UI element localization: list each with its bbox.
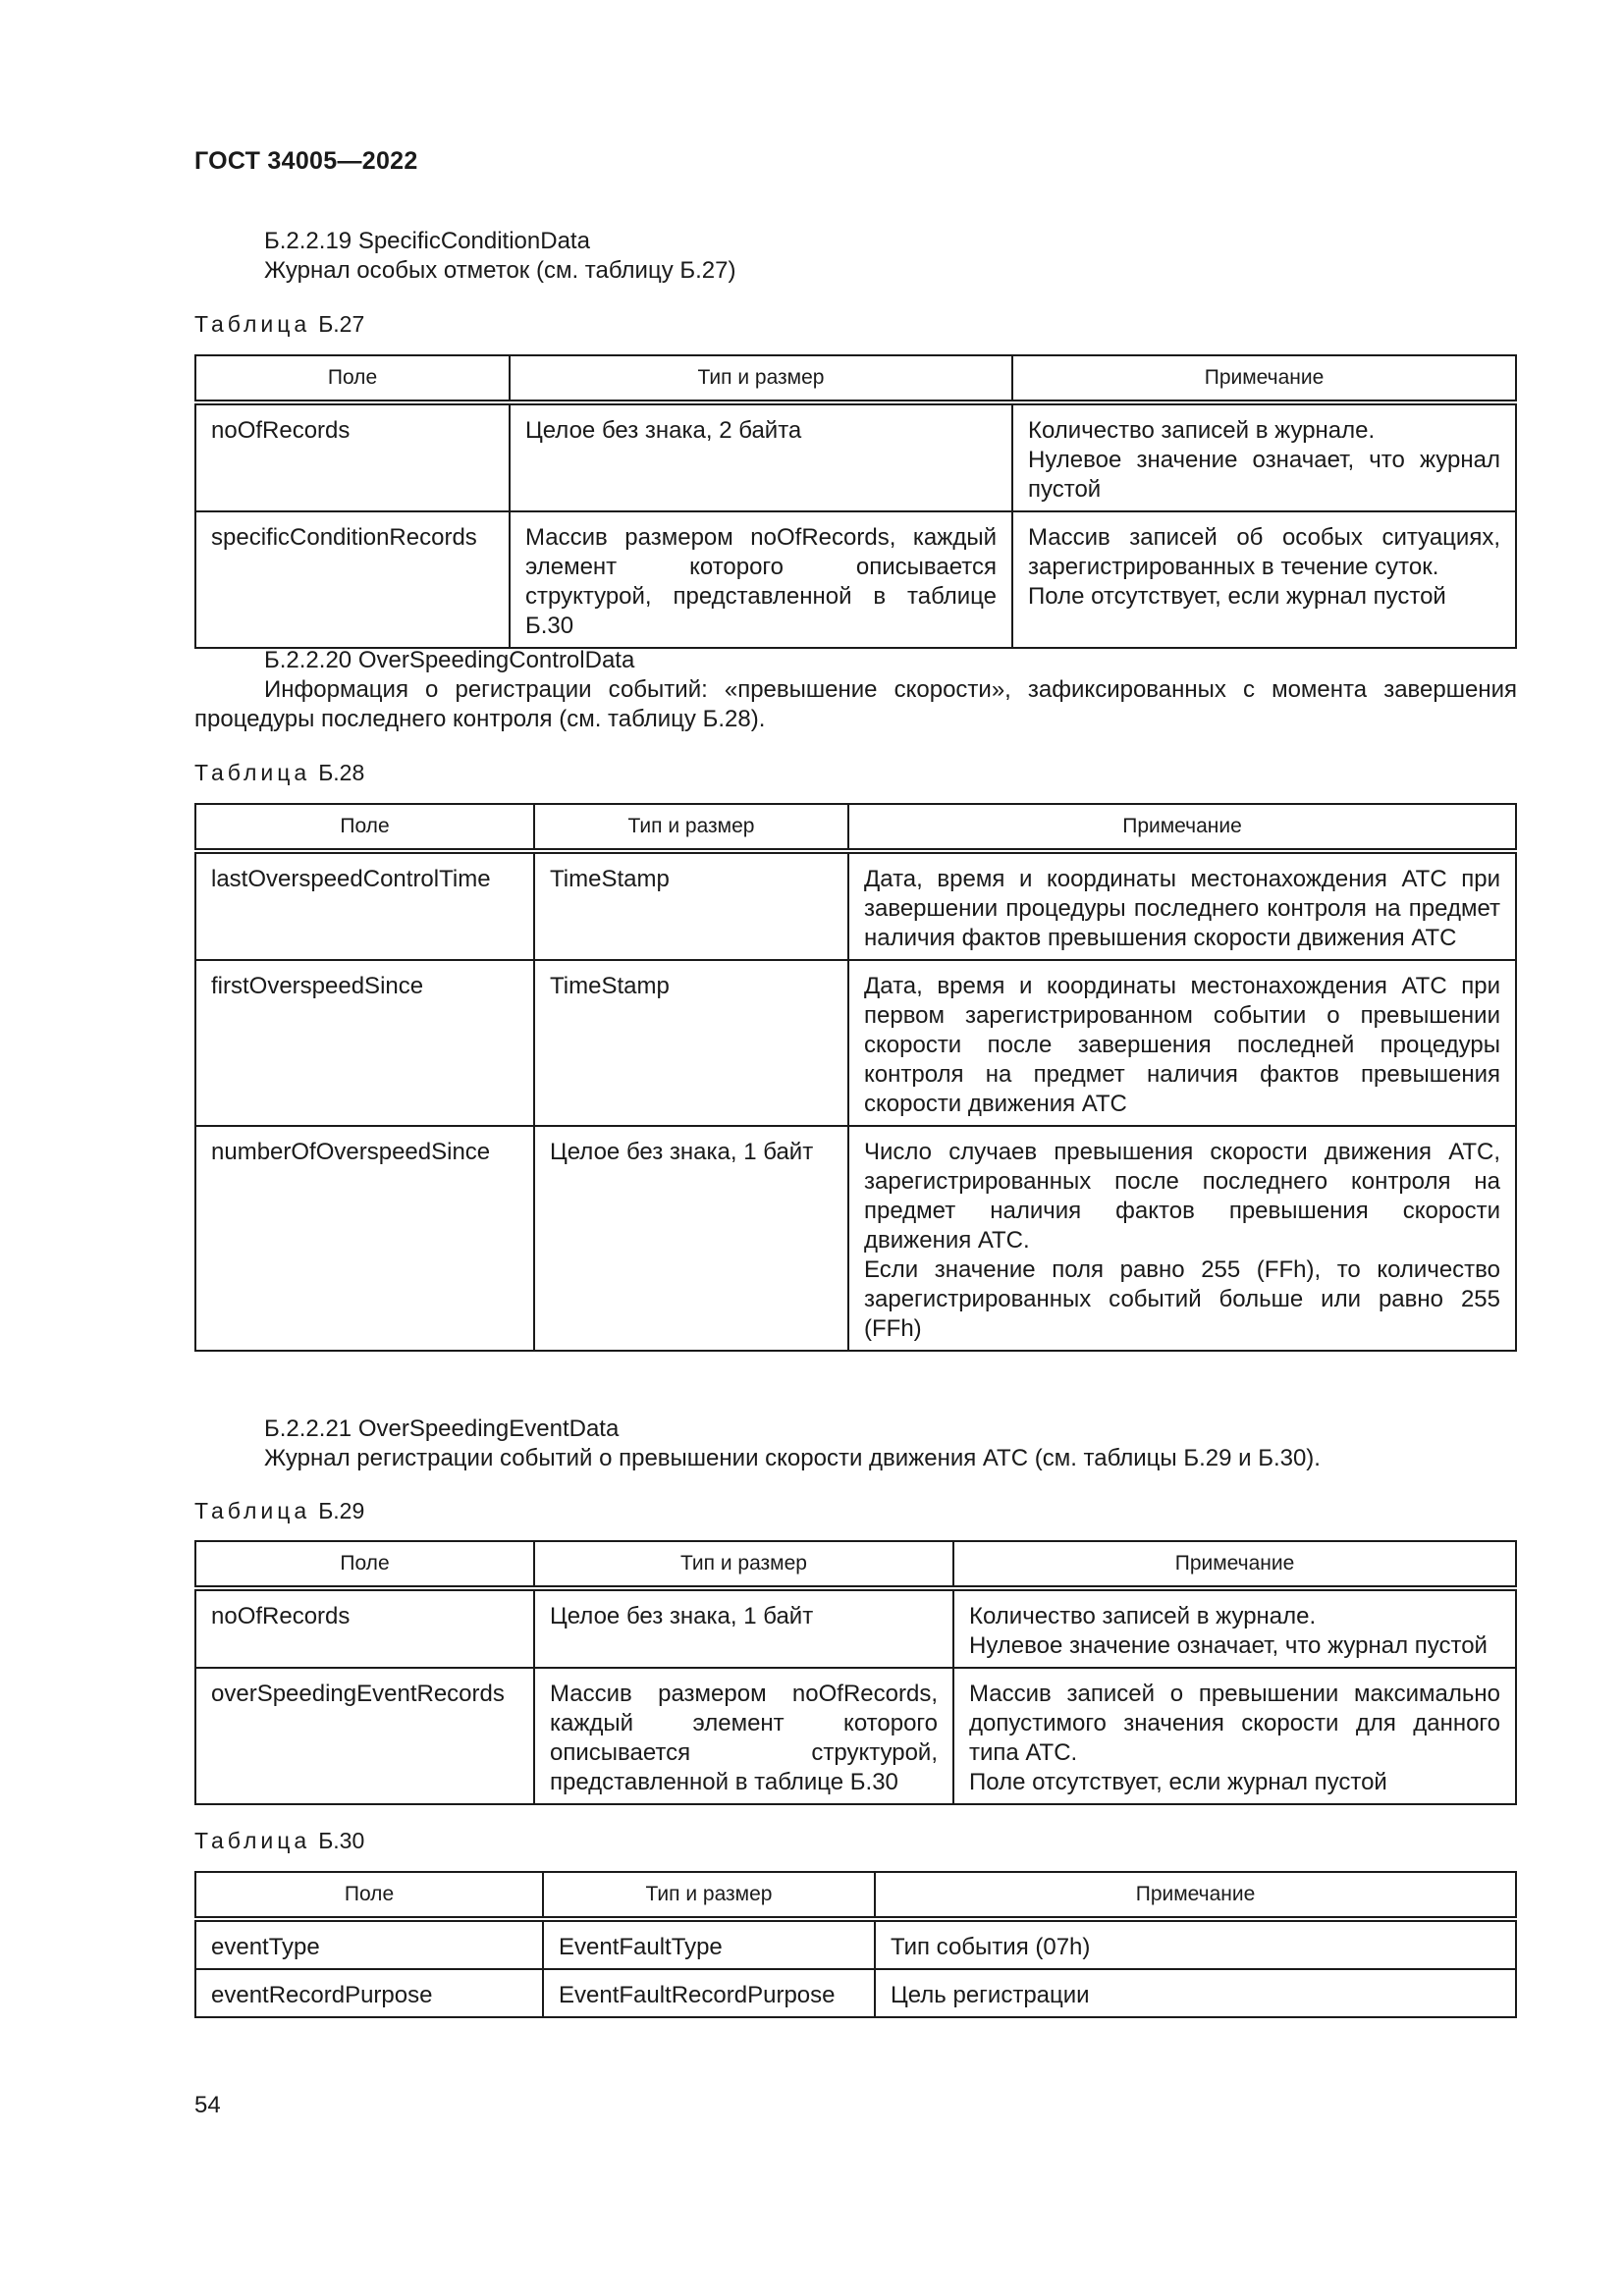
cell-field: noOfRecords bbox=[195, 402, 510, 511]
table-row bbox=[195, 851, 1516, 960]
note-line: Массив записей об особых ситуациях, зарегистрированных в течение суток. bbox=[1028, 524, 1500, 580]
column-header-type: Тип и размер bbox=[543, 1872, 875, 1919]
cell-field: overSpeedingEventRecords bbox=[195, 1668, 534, 1804]
caption-number: Б.27 bbox=[318, 311, 365, 337]
cell-note bbox=[875, 1969, 1516, 2017]
cell-note bbox=[953, 1588, 1516, 1668]
cell-field: noOfRecords bbox=[195, 1588, 534, 1668]
column-header-field: Поле bbox=[195, 1872, 543, 1919]
cell-type: EventFaultType bbox=[543, 1919, 875, 1969]
caption-label: Таблица bbox=[194, 760, 311, 785]
table-caption-b30 bbox=[194, 1828, 364, 1854]
cell-field: lastOverspeedControlTime bbox=[195, 851, 534, 960]
note-line: Нулевое значение означает, что журнал пустой bbox=[969, 1632, 1488, 1659]
column-header-type: Тип и размер bbox=[510, 355, 1012, 402]
table-b29 bbox=[194, 1540, 1517, 1805]
note-line: Дата, время и координаты местонахождения АТС при завершении процедуры последнего контроля на предмет наличия фактов превышения скорости движения АТС bbox=[864, 866, 1500, 951]
cell-note bbox=[1012, 402, 1516, 511]
column-header-field: Поле bbox=[195, 1541, 534, 1588]
section-text: Журнал регистрации событий о превышении скорости движения АТС (см. таблицы Б.29 и Б.30). bbox=[264, 1445, 1321, 1471]
cell-type: Целое без знака, 2 байта bbox=[510, 402, 1012, 511]
note-line: Тип события (07h) bbox=[891, 1934, 1091, 1960]
cell-note bbox=[953, 1668, 1516, 1804]
cell-note bbox=[848, 960, 1516, 1126]
section-heading: Б.2.2.20 OverSpeedingControlData bbox=[264, 647, 635, 673]
cell-type: Целое без знака, 1 байт bbox=[534, 1126, 848, 1351]
table-b28 bbox=[194, 803, 1517, 1352]
caption-number: Б.28 bbox=[318, 760, 365, 785]
caption-number: Б.30 bbox=[318, 1828, 365, 1853]
cell-field: eventRecordPurpose bbox=[195, 1969, 543, 2017]
cell-field: eventType bbox=[195, 1919, 543, 1969]
table-b30 bbox=[194, 1871, 1517, 2018]
cell-type: EventFaultRecordPurpose bbox=[543, 1969, 875, 2017]
table-row bbox=[195, 1969, 1516, 2017]
column-header-note: Примечание bbox=[848, 804, 1516, 851]
cell-field: specificConditionRecords bbox=[195, 511, 510, 648]
section-heading: Б.2.2.19 SpecificConditionData bbox=[264, 228, 590, 254]
caption-number: Б.29 bbox=[318, 1498, 365, 1523]
table-caption-b27 bbox=[194, 311, 364, 338]
note-line: Дата, время и координаты местонахождения АТС при первом зарегистрированном событии о превышении скорости после завершения последней процедуры контроля на предмет наличия фактов превышения скорости движения АТС bbox=[864, 973, 1500, 1117]
table-row bbox=[195, 960, 1516, 1126]
column-header-note: Примечание bbox=[1012, 355, 1516, 402]
table-caption-b28 bbox=[194, 760, 364, 786]
note-line: Массив записей о превышении максимально допустимого значения скорости для данного типа АТС. bbox=[969, 1681, 1500, 1766]
note-line: Количество записей в журнале. bbox=[1028, 417, 1376, 444]
column-header-type: Тип и размер bbox=[534, 804, 848, 851]
note-line: Цель регистрации bbox=[891, 1982, 1090, 2008]
section-text: Информация о регистрации событий: «превышение скорости», зафиксированных с момента завершения процедуры последнего контроля (см. таблицу Б.28). bbox=[194, 676, 1517, 732]
table-row bbox=[195, 1919, 1516, 1969]
column-header-note: Примечание bbox=[875, 1872, 1516, 1919]
cell-note bbox=[848, 851, 1516, 960]
caption-label: Таблица bbox=[194, 1828, 311, 1853]
section-b-2-2-20 bbox=[194, 646, 1517, 734]
table-row bbox=[195, 1668, 1516, 1804]
caption-label: Таблица bbox=[194, 311, 311, 337]
note-line: Поле отсутствует, если журнал пустой bbox=[1028, 583, 1446, 610]
cell-type: Массив размером noOfRecords, каждый элемент которого описывается структурой, представленной в таблице Б.30 bbox=[534, 1668, 953, 1804]
cell-field: firstOverspeedSince bbox=[195, 960, 534, 1126]
note-line: Количество записей в журнале. bbox=[969, 1603, 1317, 1629]
column-header-type: Тип и размер bbox=[534, 1541, 953, 1588]
column-header-note: Примечание bbox=[953, 1541, 1516, 1588]
cell-field: numberOfOverspeedSince bbox=[195, 1126, 534, 1351]
section-text: Журнал особых отметок (см. таблицу Б.27) bbox=[264, 257, 736, 284]
note-line: Поле отсутствует, если журнал пустой bbox=[969, 1769, 1387, 1795]
cell-type: TimeStamp bbox=[534, 851, 848, 960]
table-row bbox=[195, 1126, 1516, 1351]
section-b-2-2-19 bbox=[194, 227, 1517, 286]
note-line: Число случаев превышения скорости движения АТС, зарегистрированных после последнего контроля на предмет наличия фактов превышения скорости движения АТС. bbox=[864, 1139, 1500, 1254]
table-row bbox=[195, 402, 1516, 511]
table-caption-b29 bbox=[194, 1498, 364, 1524]
page-number: 54 bbox=[194, 2092, 221, 2118]
cell-type: Целое без знака, 1 байт bbox=[534, 1588, 953, 1668]
column-header-field: Поле bbox=[195, 804, 534, 851]
section-heading: Б.2.2.21 OverSpeedingEventData bbox=[264, 1415, 620, 1442]
table-row bbox=[195, 511, 1516, 648]
cell-note bbox=[848, 1126, 1516, 1351]
cell-type: TimeStamp bbox=[534, 960, 848, 1126]
caption-label: Таблица bbox=[194, 1498, 311, 1523]
document-title: ГОСТ 34005—2022 bbox=[194, 147, 418, 175]
table-b27 bbox=[194, 354, 1517, 649]
cell-type: Массив размером noOfRecords, каждый элемент которого описывается структурой, представленной в таблице Б.30 bbox=[510, 511, 1012, 648]
section-b-2-2-21 bbox=[194, 1415, 1517, 1473]
note-line: Если значение поля равно 255 (FFh), то количество зарегистрированных событий больше или равно 255 (FFh) bbox=[864, 1256, 1500, 1342]
table-row bbox=[195, 1588, 1516, 1668]
note-line: Нулевое значение означает, что журнал пустой bbox=[1028, 447, 1500, 503]
column-header-field: Поле bbox=[195, 355, 510, 402]
cell-note bbox=[1012, 511, 1516, 648]
cell-note bbox=[875, 1919, 1516, 1969]
